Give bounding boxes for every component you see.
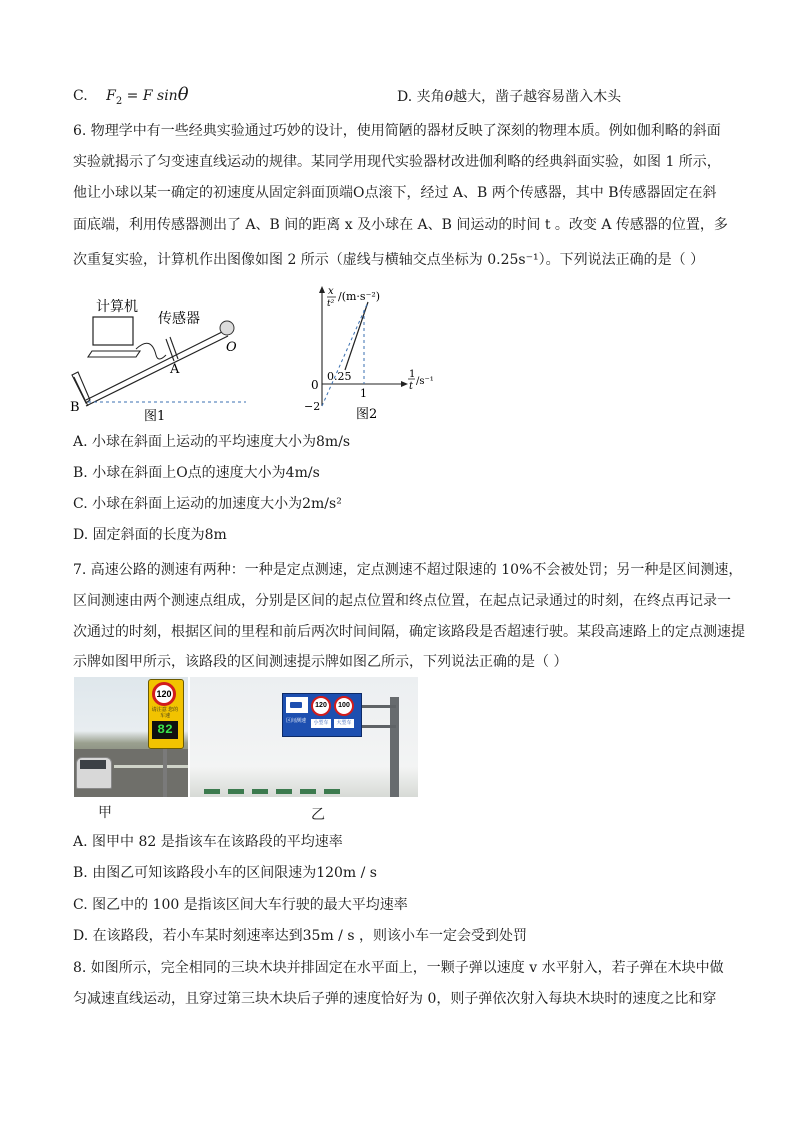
q6-option-b: B. 小球在斜面上O点的速度大小为4m/s bbox=[73, 465, 320, 481]
option-c-prev bbox=[73, 84, 189, 107]
q6-line-5: 次重复实验，计算机作出图像如图 2 所示（虚线与横轴交点坐标为 0.25s⁻¹）。下列说法正确的是（ ） bbox=[73, 252, 705, 268]
display-speed-value: 82 bbox=[157, 722, 173, 737]
car-window bbox=[80, 760, 106, 769]
incline-top bbox=[86, 330, 226, 400]
sign-circle-120 bbox=[311, 696, 331, 716]
zone-text: 区间测速 bbox=[286, 718, 307, 724]
q7-line-1: 7. 高速公路的测速有两种：一种是定点测速，定点测速不超过限速的 10%不会被处罚；另一种是区间测速， bbox=[73, 562, 743, 578]
sensor-label: 传感器 bbox=[158, 311, 200, 327]
zone-sign-board bbox=[282, 693, 362, 737]
q7-option-b: B. 由图乙可知该路段小车的区间限速为120m / s bbox=[73, 865, 377, 881]
q8-line-1: 8. 如图所示，完全相同的三块木块并排固定在水平面上，一颗子弹以速度 v 水平射入，若子弹在木块中做 bbox=[73, 960, 724, 976]
option-d-pre: D. 夹角 bbox=[397, 89, 445, 105]
x-axis-arrow bbox=[401, 381, 408, 387]
formula-f: F bbox=[106, 88, 116, 104]
big-car-label: 大型车 bbox=[334, 719, 354, 728]
tick-neg-2: −2 bbox=[304, 400, 321, 413]
q6-line-3: 他让小球以某一确定的初速度从固定斜面顶端O点滚下，经过 A、B 两个传感器，其中 B传感器固定在斜 bbox=[73, 185, 717, 201]
origin-label: 0 bbox=[311, 378, 319, 392]
y-axis-arrow bbox=[319, 286, 325, 293]
computer-monitor bbox=[93, 317, 133, 345]
x-axis-label: /s⁻¹ bbox=[416, 376, 434, 387]
q7-line-2: 区间测速由两个测速点组成，分别是区间的起点位置和终点位置，在起点记录通过的时刻，在终点再记录一 bbox=[73, 593, 731, 609]
q6-option-a: A. 小球在斜面上运动的平均速度大小为8m/s bbox=[73, 434, 351, 450]
figure-1-caption: 图1 bbox=[144, 409, 166, 424]
figure-2-caption: 图2 bbox=[356, 407, 378, 422]
q7-line-3: 次通过的时刻，根据区间的里程和前后两次时间间隔，确定该路段是否超速行驶。某段高速路上的定点测速提 bbox=[73, 624, 745, 640]
figure-2-graph bbox=[300, 280, 445, 425]
photo-yi bbox=[190, 677, 418, 797]
sensor-b bbox=[72, 372, 90, 403]
ball bbox=[220, 321, 234, 335]
formula-rhs: = F sin bbox=[122, 88, 178, 104]
q8-line-2: 匀减速直线运动，且穿过第三块木块后子弹的速度恰好为 0，则子弹依次射入每块木块时的速度之比和穿 bbox=[73, 991, 717, 1007]
formula-theta: θ bbox=[177, 84, 189, 105]
q6-line-2: 实验就揭示了匀变速直线运动的规律。某同学用现代实验器材改进伽利略的经典斜面实验，如图 1 所示， bbox=[73, 154, 721, 170]
caption-jia: 甲 bbox=[98, 805, 112, 821]
q7-option-c: C. 图乙中的 100 是指该区间大车行驶的最大平均速率 bbox=[73, 897, 408, 913]
speed-limit-value: 120 bbox=[156, 689, 172, 699]
camera-icon-box bbox=[286, 697, 308, 713]
small-car-label: 小型车 bbox=[311, 719, 331, 728]
sign-circle-100 bbox=[334, 696, 354, 716]
limit-120-value: 120 bbox=[315, 702, 327, 709]
point-b-label: B bbox=[70, 400, 80, 415]
option-d-prev bbox=[397, 86, 621, 106]
formula-subscript: 2 bbox=[115, 95, 123, 107]
guard-rail bbox=[114, 765, 188, 768]
x-frac-num: 1 bbox=[409, 369, 416, 380]
computer-base bbox=[88, 351, 140, 357]
option-d-theta: θ bbox=[444, 89, 454, 105]
y-frac-den: t² bbox=[327, 299, 335, 309]
solid-data-line bbox=[345, 302, 368, 370]
option-d-post: 越大，凿子越容易凿入木头 bbox=[453, 89, 622, 105]
speed-display bbox=[152, 721, 178, 739]
q6-line-4: 面底端，利用传感器测出了 A、B 间的距离 x 及小球在 A、B 间运动的时间 t 。改变 A 传感器的位置，多 bbox=[73, 217, 728, 233]
caption-yi: 乙 bbox=[311, 807, 325, 823]
option-label: C. bbox=[73, 88, 88, 104]
speed-limit-circle bbox=[152, 682, 176, 706]
figure-1-incline bbox=[66, 285, 256, 425]
distant-signs bbox=[204, 789, 344, 794]
y-axis-label: /(m·s⁻²) bbox=[338, 290, 381, 303]
incline-bottom bbox=[86, 336, 228, 406]
y-frac-num: x bbox=[328, 286, 334, 297]
gantry-arm-bottom bbox=[356, 725, 396, 728]
computer-label: 计算机 bbox=[96, 299, 138, 315]
gantry-pole bbox=[390, 697, 399, 797]
tick-1: 1 bbox=[360, 387, 367, 400]
q7-option-a: A. 图甲中 82 是指该车在该路段的平均速率 bbox=[73, 834, 343, 850]
q6-option-c: C. 小球在斜面上运动的加速度大小为2m/s² bbox=[73, 496, 342, 512]
gantry-arm-top bbox=[356, 705, 396, 708]
point-a-label: A bbox=[170, 362, 180, 377]
q7-option-d: D. 在该路段，若小车某时刻速率达到35m / s ，则该小车一定会受到处罚 bbox=[73, 928, 527, 944]
sign-note: 请注意 您的车速 bbox=[151, 707, 179, 719]
tick-0-25: 0.25 bbox=[327, 370, 352, 383]
camera-icon bbox=[290, 702, 302, 708]
photo-jia bbox=[74, 677, 188, 797]
limit-100-value: 100 bbox=[338, 702, 350, 709]
q7-line-4: 示牌如图甲所示，该路段的区间测速提示牌如图乙所示，下列说法正确的是（ ） bbox=[73, 654, 568, 670]
q6-option-d: D. 固定斜面的长度为8m bbox=[73, 527, 227, 543]
q6-line-1: 6. 物理学中有一些经典实验通过巧妙的设计，使用简陋的器材反映了深刻的物理本质。例如伽利略的斜面 bbox=[73, 123, 721, 139]
point-o-label: O bbox=[226, 340, 237, 355]
x-frac-den: t bbox=[409, 381, 414, 392]
